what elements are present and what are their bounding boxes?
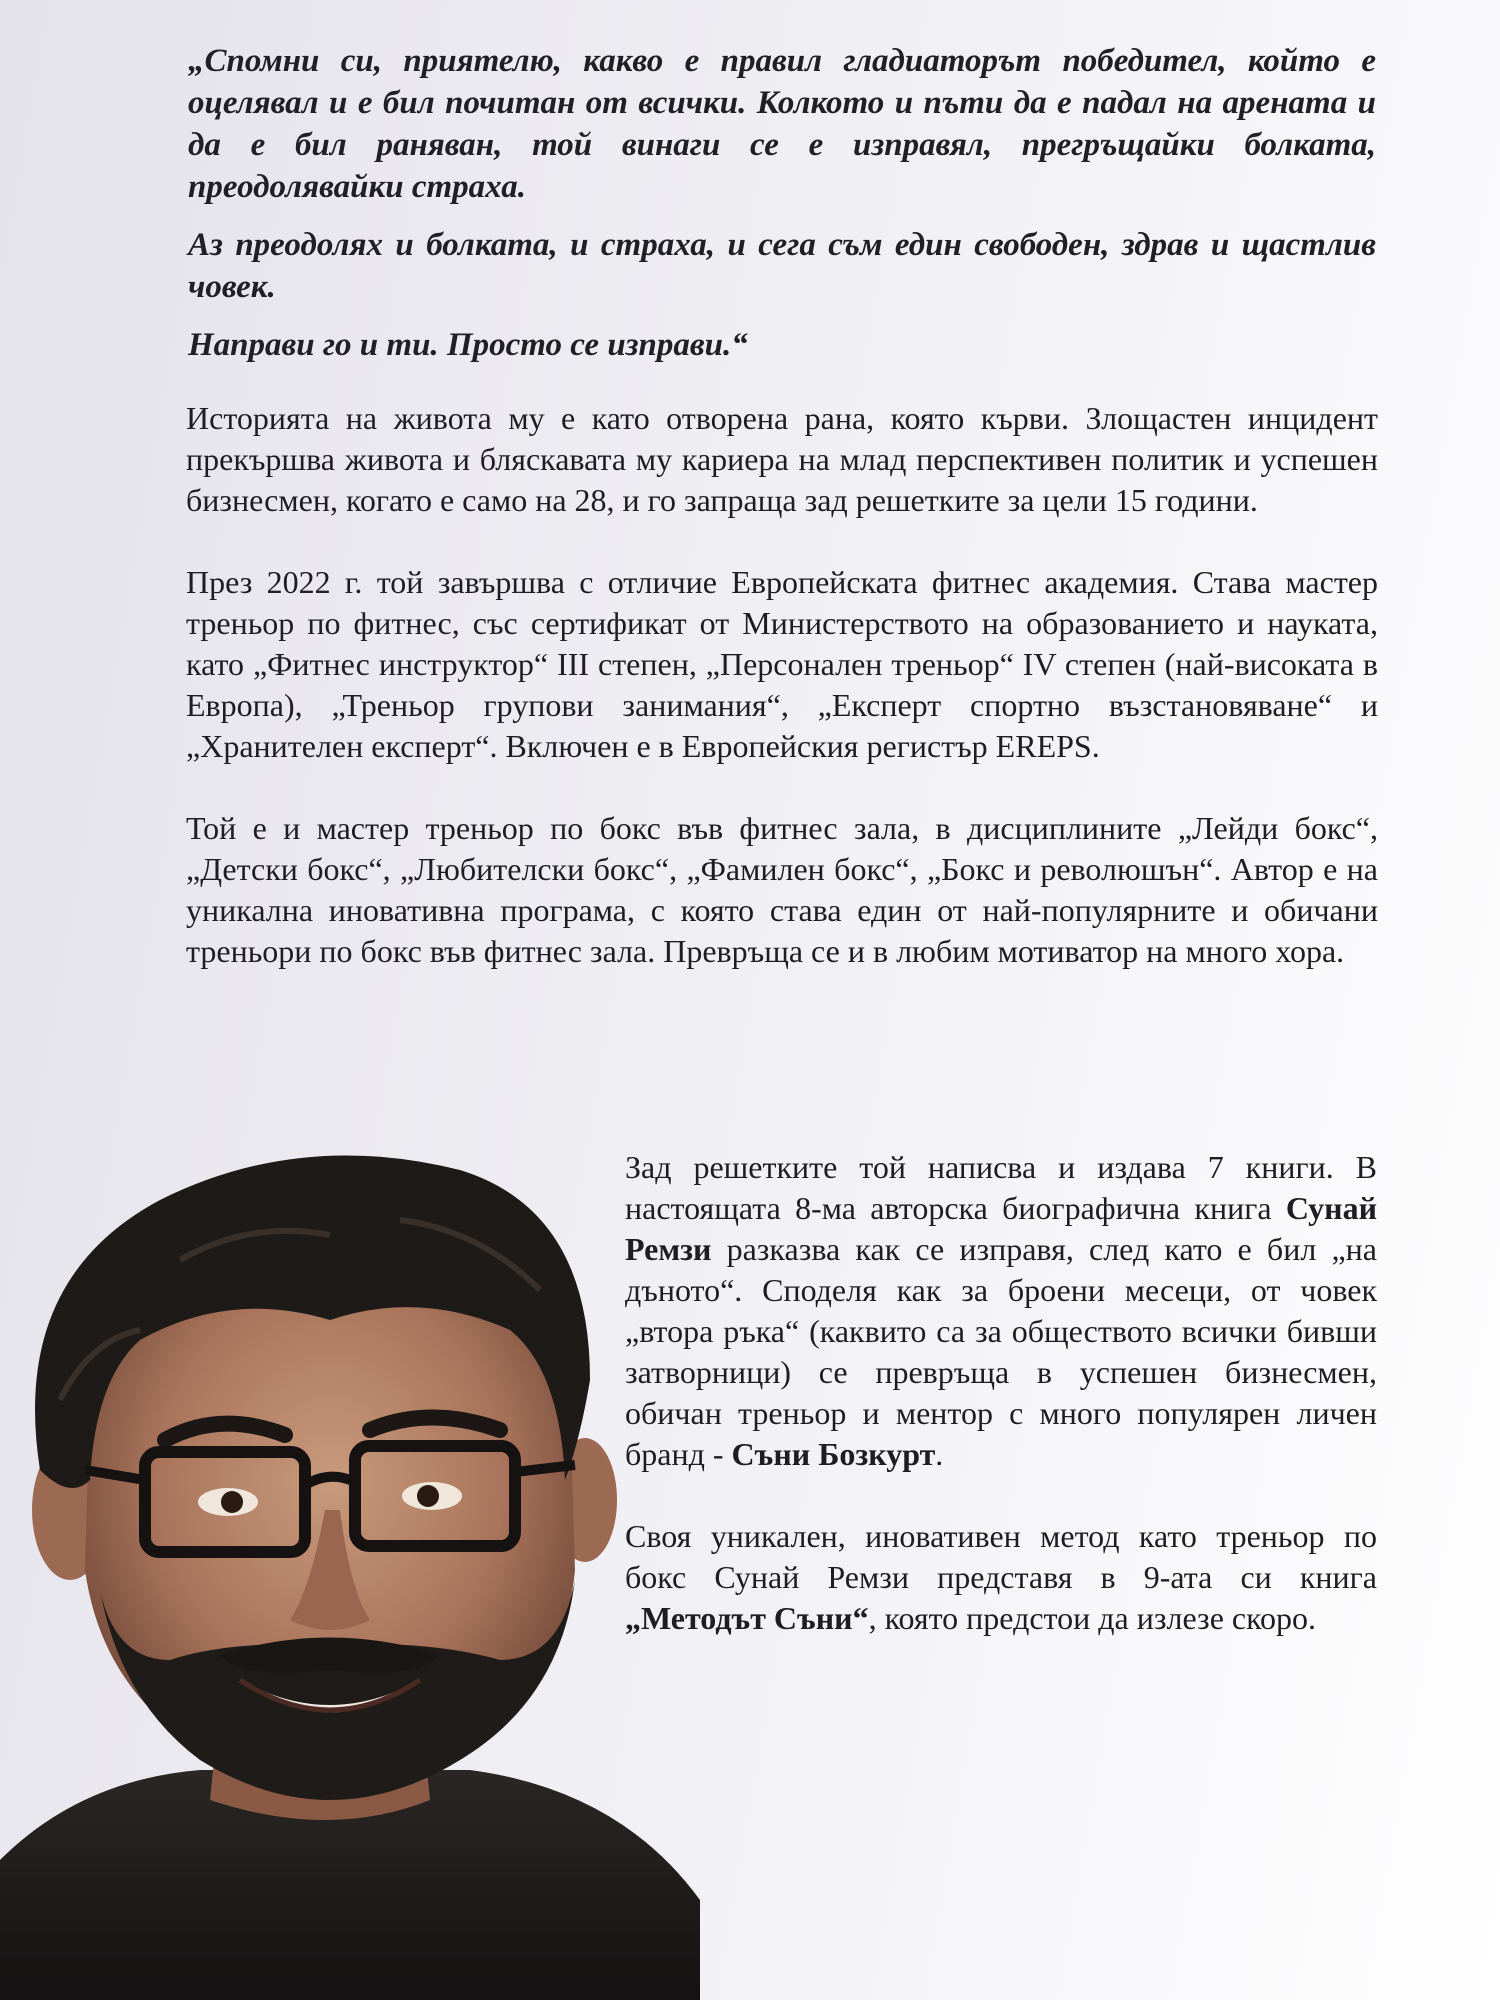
author-name: Сунай Ремзи: [625, 1190, 1377, 1267]
biography-paragraph-1: Историята на живота му е като отворена рана, която кърви. Злощастен инцидент прекършва живота и бляскавата му кариера на млад перспективен политик и успешен бизнесмен, когато е само на 28, и го запраща зад решетките за цели 15 години.: [186, 400, 1378, 518]
book-info-text: [625, 1147, 1377, 1680]
book-info-text-4: Своя уникален, иновативен метод като треньор по бокс Сунай Ремзи представя в 9-ата си книга: [625, 1518, 1377, 1595]
quote-paragraph-2: Аз преодолях и болката, и страха, и сега съм един свободен, здрав и щастлив човек.: [188, 227, 1376, 305]
author-portrait: [0, 1140, 700, 2000]
quote-paragraph-3: Направи го и ти. Просто се изправи.“: [188, 327, 748, 363]
book-info-text-2: разказва как се изправя, след като е бил „на дъното“. Споделя как за броени месеци, от човек „втора ръка“ (каквито са за обществото всички бивши затворници) се превръща в успешен бизнесмен, обичан треньор и ментор с много популярен личен бранд -: [625, 1231, 1377, 1472]
quote-paragraph-1: „Спомни си, приятелю, какво е правил гладиаторът победител, който е оцелявал и е бил почитан от всички. Колкото и пъти да е падал на арената и да е бил раняван, той винаги се е изправял, прегръщайки болката, преодолявайки страха.: [188, 43, 1376, 205]
biography-text: [186, 398, 1378, 1013]
biography-paragraph-2: През 2022 г. той завършва с отличие Европейската фитнес академия. Става мастер треньор по фитнес, със сертификат от Министерството на образованието и науката, като „Фитнес инструктор“ III степен, „Персонален треньор“ IV степен (най-високата в Европа), „Треньор групови занимания“, „Експерт спортно възстановяване“ и „Хранителен експерт“. Включен е в Европейския регистър EREPS.: [186, 564, 1378, 764]
book-info-paragraph-2: [625, 1516, 1377, 1639]
next-book-title: „Методът Съни“: [625, 1600, 869, 1636]
book-info-paragraph-1: [625, 1147, 1377, 1475]
opening-quote: [188, 40, 1376, 382]
brand-name: Съни Бозкурт: [731, 1436, 936, 1472]
book-info-text-1: Зад решетките той написва и издава 7 книги. В настоящата 8-ма авторска биографична книга: [625, 1149, 1377, 1226]
book-info-text-5: , която предстои да излезе скоро.: [868, 1600, 1317, 1636]
biography-paragraph-3: Той е и мастер треньор по бокс във фитнес зала, в дисциплините „Лейди бокс“, „Детски бокс“, „Любителски бокс“, „Фамилен бокс“, „Бокс и революшън“. Автор е на уникална иновативна програма, с която става един от най-популярните и обичани треньори по бокс във фитнес зала. Превръща се и в любим мотиватор на много хора.: [186, 810, 1378, 969]
book-info-text-3: .: [935, 1436, 944, 1472]
